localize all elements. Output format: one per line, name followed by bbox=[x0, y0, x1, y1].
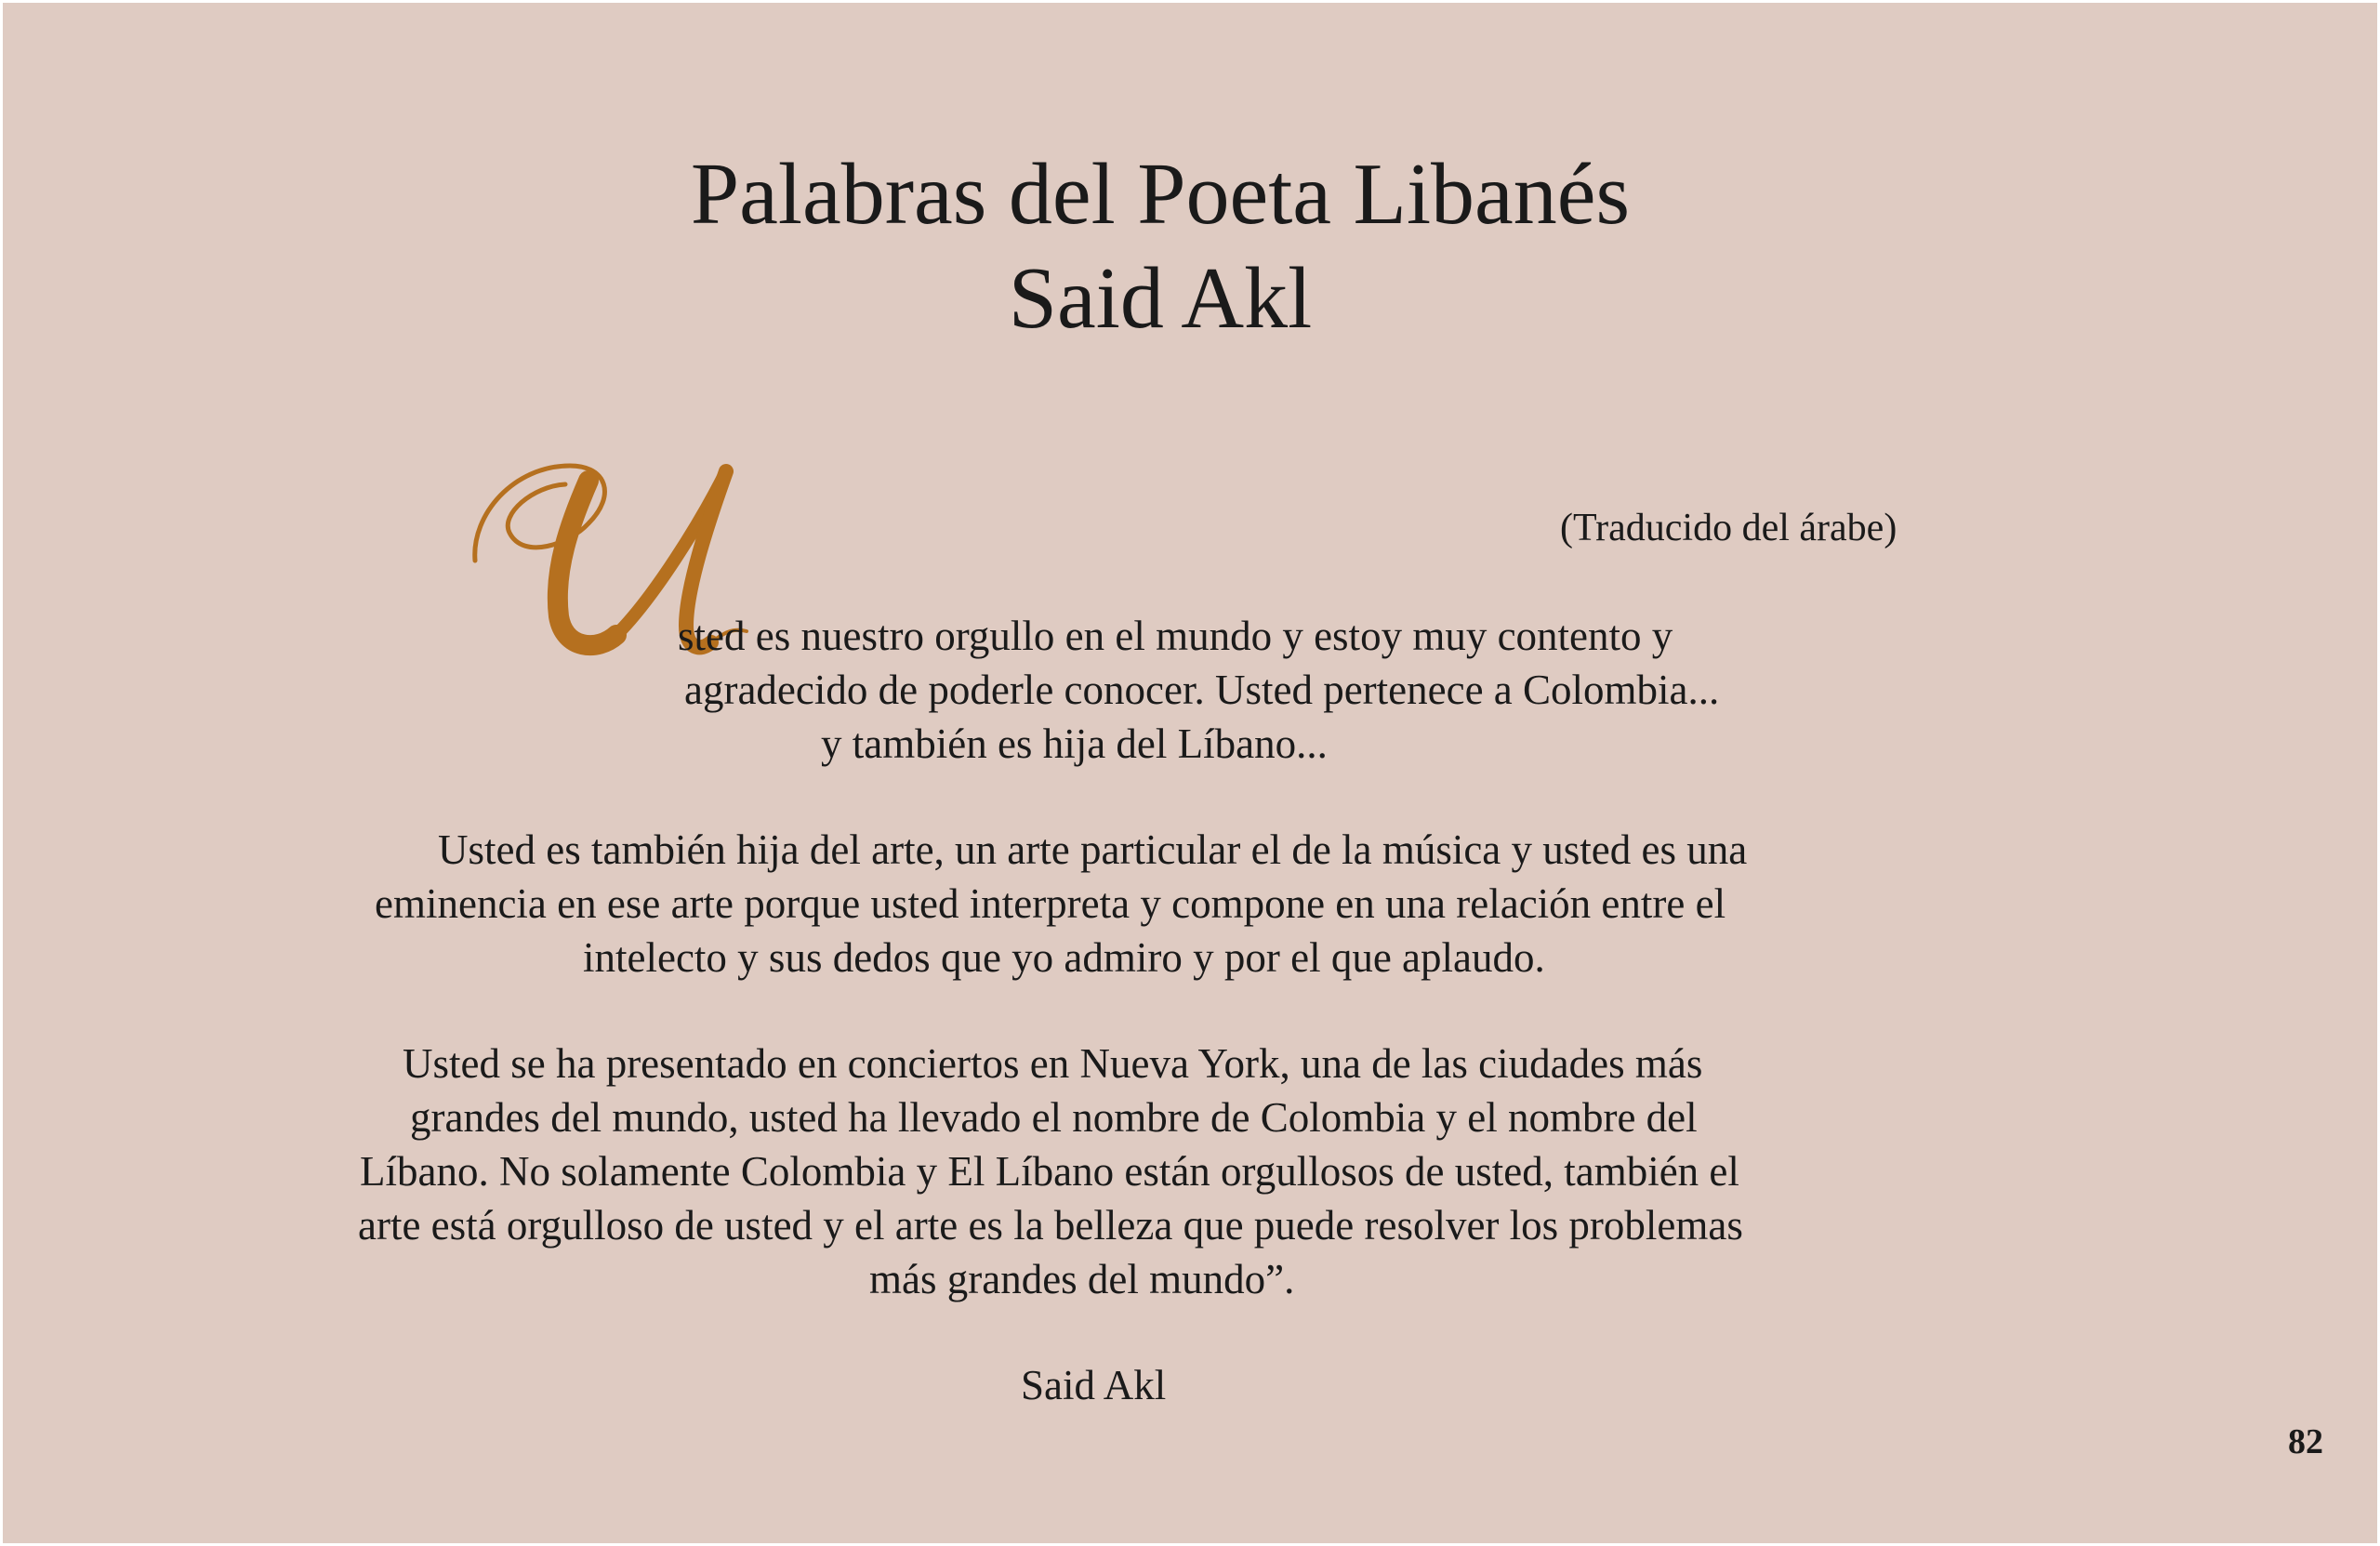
paragraph-1-line-1: sted es nuestro orgullo en el mundo y estoy muy contento y bbox=[678, 613, 1673, 659]
paragraph-3-line-3: Líbano. No solamente Colombia y El Líbano están orgullosos de usted, también el bbox=[360, 1148, 1739, 1195]
paragraph-2-line-3: intelecto y sus dedos que yo admiro y por el que aplaudo. bbox=[583, 934, 1545, 981]
page-title bbox=[3, 142, 2318, 350]
page-number: 82 bbox=[2288, 1422, 2323, 1461]
signature: Said Akl bbox=[1021, 1362, 1167, 1408]
paragraph-2-line-2: eminencia en ese arte porque usted interpreta y compone en una relación entre el bbox=[375, 880, 1726, 927]
translation-note: (Traducido del árabe) bbox=[1560, 507, 1897, 549]
paragraph-1-line-2: agradecido de poderle conocer. Usted pertenece a Colombia... bbox=[684, 667, 1720, 713]
paragraph-3-line-4: arte está orgulloso de usted y el arte es la belleza que puede resolver los problemas bbox=[358, 1202, 1743, 1249]
paragraph-3-line-5: más grandes del mundo”. bbox=[869, 1256, 1295, 1302]
title-line-1: Palabras del Poeta Libanés bbox=[690, 146, 1631, 243]
paragraph-2-line-1: Usted es también hija del arte, un arte particular el de la música y usted es una bbox=[438, 826, 1748, 873]
document-page bbox=[3, 3, 2377, 1543]
paragraph-3-line-1: Usted se ha presentado en conciertos en Nueva York, una de las ciudades más bbox=[403, 1040, 1703, 1087]
title-line-2: Said Akl bbox=[1008, 250, 1313, 347]
paragraph-1-line-3: y también es hija del Líbano... bbox=[821, 720, 1328, 767]
paragraph-3-line-2: grandes del mundo, usted ha llevado el nombre de Colombia y el nombre del bbox=[410, 1094, 1698, 1141]
